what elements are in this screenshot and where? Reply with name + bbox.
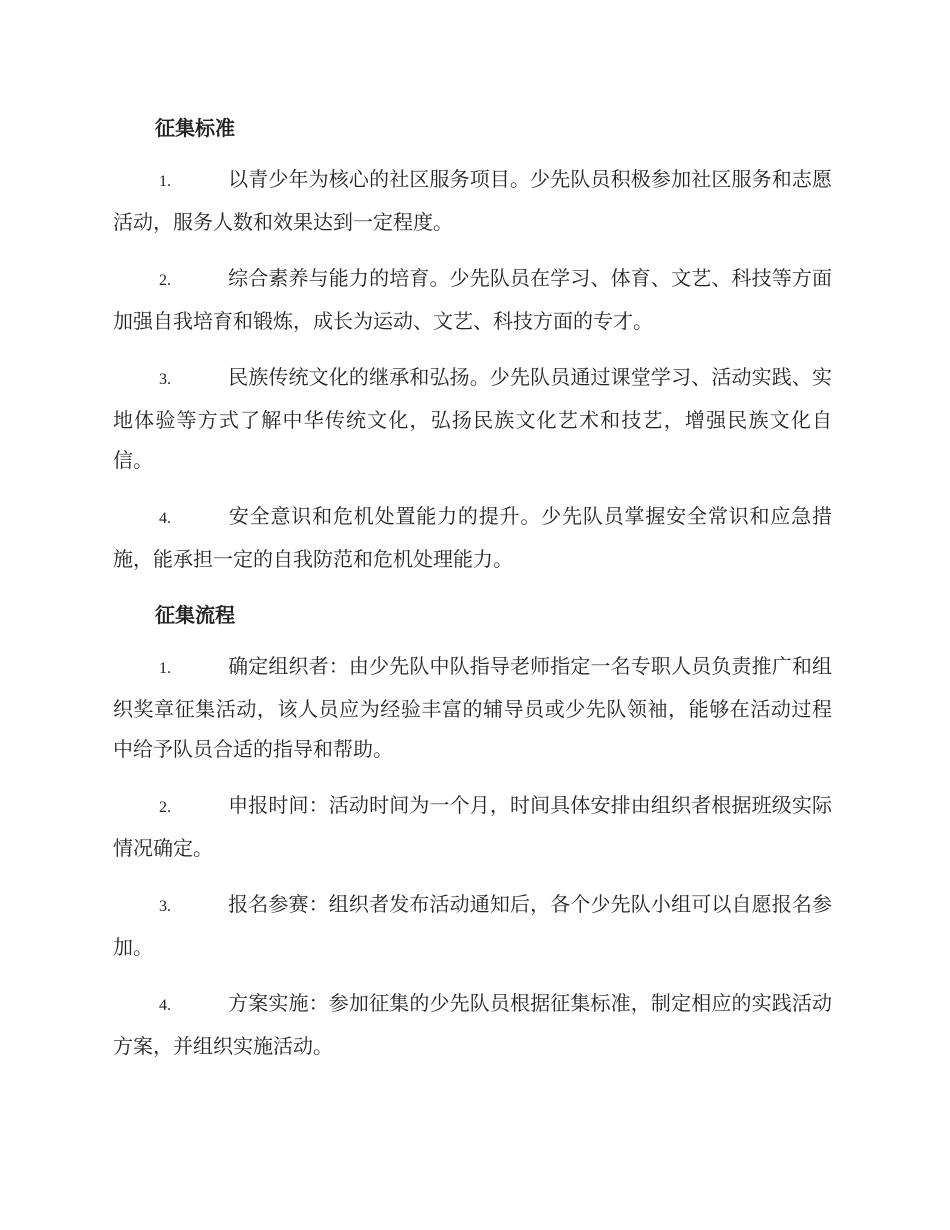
section-heading: 征集流程 [155, 603, 235, 627]
item-number: 2. [159, 272, 171, 289]
item-text: 方案实施：参加征集的少先队员根据征集标准，制定相应的实践活动方案，并组织实施活动。 [113, 991, 832, 1058]
section-heading: 征集标准 [155, 116, 235, 140]
list-item [113, 357, 832, 480]
item-text: 报名参赛：组织者发布活动通知后，各个少先队小组可以自愿报名参加。 [113, 892, 832, 959]
list-item [113, 785, 832, 868]
item-number: 4. [159, 997, 171, 1014]
item-number: 4. [159, 510, 171, 527]
list-item [113, 983, 832, 1066]
item-text: 申报时间：活动时间为一个月，时间具体安排由组织者根据班级实际情况确定。 [113, 793, 832, 860]
item-number: 1. [159, 660, 171, 677]
item-number: 3. [159, 371, 171, 388]
list-item [113, 258, 832, 341]
list-item [113, 159, 832, 242]
item-text: 确定组织者：由少先队中队指导老师指定一名专职人员负责推广和组织奖章征集活动，该人员应为经验丰富的辅导员或少先队领袖，能够在活动过程中给予队员合适的指导和帮助。 [113, 654, 832, 761]
list-item [113, 496, 832, 579]
item-text: 安全意识和危机处置能力的提升。少先队员掌握安全常识和应急措施，能承担一定的自我防范和危机处理能力。 [113, 504, 832, 571]
item-text: 以青少年为核心的社区服务项目。少先队员积极参加社区服务和志愿活动，服务人数和效果达到一定程度。 [113, 167, 832, 234]
list-item [113, 884, 832, 967]
item-text: 民族传统文化的继承和弘扬。少先队员通过课堂学习、活动实践、实地体验等方式了解中华传统文化，弘扬民族文化艺术和技艺，增强民族文化自信。 [113, 365, 832, 472]
item-number: 2. [159, 799, 171, 816]
section-process [113, 595, 832, 1066]
item-text: 综合素养与能力的培育。少先队员在学习、体育、文艺、科技等方面加强自我培育和锻炼，成长为运动、文艺、科技方面的专才。 [113, 266, 832, 333]
list-item [113, 646, 832, 769]
section-criteria [113, 108, 832, 579]
item-number: 3. [159, 898, 171, 915]
item-number: 1. [159, 173, 171, 190]
